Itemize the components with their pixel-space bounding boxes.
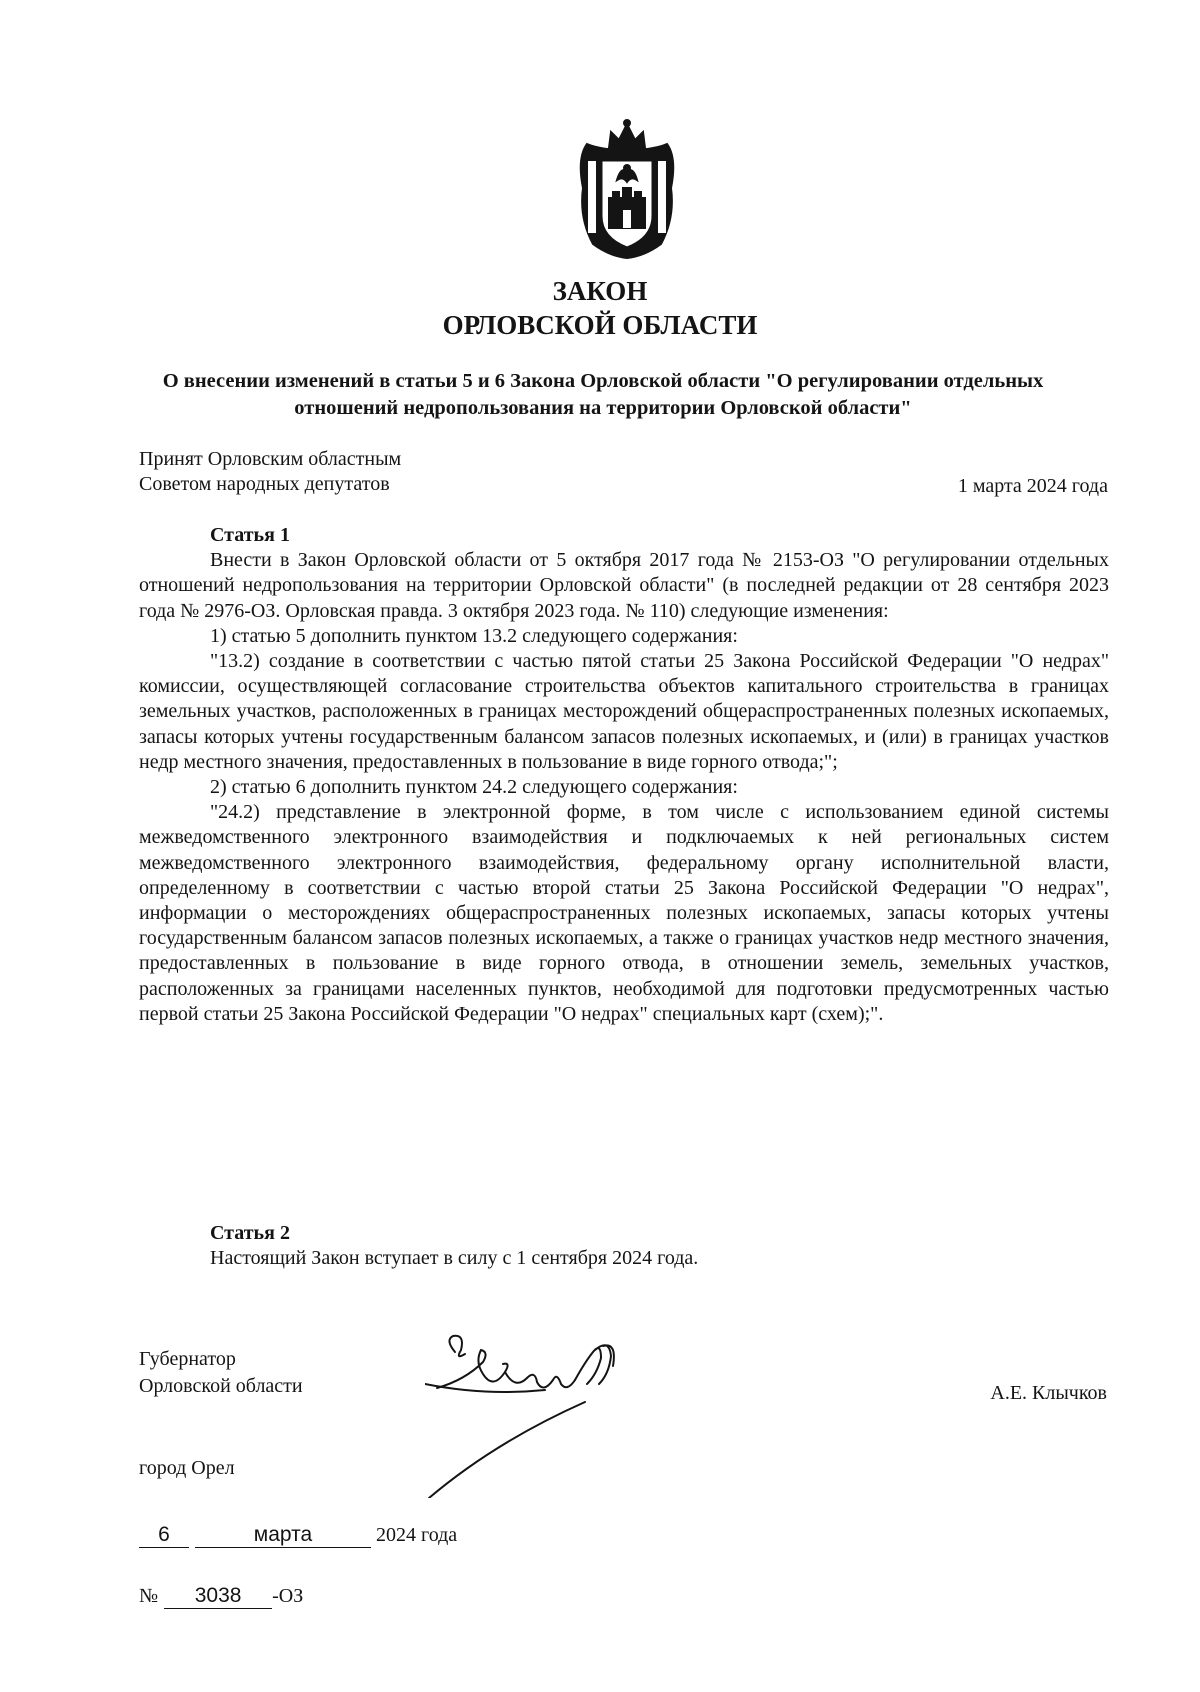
signatory-position-line-1: Губернатор — [139, 1348, 236, 1370]
signatory-position-line-2: Орловской области — [139, 1375, 303, 1397]
article-1-paragraph: "24.2) представление в электронной форме, в том числе с использованием единой системы межведомственного электронного взаимодействия и подключаемых к ней региональных систем межведомственного электронного взаимодействия, федеральному органу исполнительной власти, определенному в соответствии с частью второй статьи 25 Закона Российской Федерации "О недрах", информации о месторождениях общераспространенных полезных ископаемых, запасы которых учтены государственным балансом запасов полезных ископаемых, а также о границах участков недр местного значения, предоставленных в пользование в виде горного отвода, в отношении земель, земельных участков, расположенных за границами населенных пунктов, необходимой для подготовки предусмотренных частью первой статьи 25 Закона Российской Федерации "О недрах" специальных карт (схем);". — [139, 801, 1109, 1025]
adoption-line-2: Советом народных депутатов — [139, 473, 390, 495]
article-1-paragraph: "13.2) создание в соответствии с частью пятой статьи 25 Закона Российской Федерации "О недрах" комиссии, осуществляющей согласование строительства объектов капитального строительства в границах земельных участков, расположенных в границах месторождений общераспространенных полезных ископаемых, запасы которых учтены государственным балансом запасов полезных ископаемых, и (или) в границах участков недр местного значения, предоставленных в пользование в виде горного отвода;"; — [139, 650, 1109, 773]
law-number — [139, 1584, 303, 1609]
law-number-value: 3038 — [164, 1584, 272, 1609]
article-1-paragraph: 2) статью 6 дополнить пунктом 24.2 следующего содержания: — [210, 776, 738, 799]
number-sign: № — [139, 1585, 159, 1607]
adoption-line-1: Принят Орловским областным — [139, 448, 402, 470]
article-1 — [139, 523, 1109, 1027]
city: город Орел — [139, 1457, 235, 1479]
signing-year: 2024 года — [376, 1524, 458, 1546]
law-subject: О внесении изменений в статьи 5 и 6 Закона Орловской области "О регулировании отдельных отношений недропользования на территории Орловской области" — [162, 370, 1044, 419]
adoption-info — [139, 447, 401, 497]
document-region: ОРЛОВСКОЙ ОБЛАСТИ — [442, 310, 758, 340]
article-2 — [139, 1221, 1109, 1271]
signing-date — [139, 1523, 457, 1548]
adoption-date: 1 марта 2024 года — [957, 475, 1108, 497]
article-2-heading: Статья 2 — [210, 1222, 290, 1244]
document-title: ЗАКОН — [552, 276, 648, 306]
signing-month: марта — [195, 1523, 371, 1548]
article-2-text: Настоящий Закон вступает в силу с 1 сентября 2024 года. — [210, 1247, 699, 1270]
coat-of-arms-icon — [573, 118, 681, 260]
article-1-paragraph: 1) статью 5 дополнить пунктом 13.2 следующего содержания: — [210, 624, 738, 647]
article-1-heading: Статья 1 — [210, 524, 290, 546]
law-number-suffix: -ОЗ — [272, 1585, 304, 1607]
signatory-position — [139, 1346, 303, 1400]
signatory-name: А.Е. Клычков — [990, 1382, 1107, 1404]
article-1-paragraph: Внести в Закон Орловской области от 5 октября 2017 года № 2153-ОЗ "О регулировании отдельных отношений недропользования на территории Орловской области" (в последней редакции от 28 сентября 2023 года № 2976-ОЗ. Орловская правда. 3 октября 2023 года. № 110) следующие изменения: — [139, 549, 1109, 622]
signing-day: 6 — [139, 1523, 189, 1548]
handwritten-signature — [425, 1332, 665, 1498]
